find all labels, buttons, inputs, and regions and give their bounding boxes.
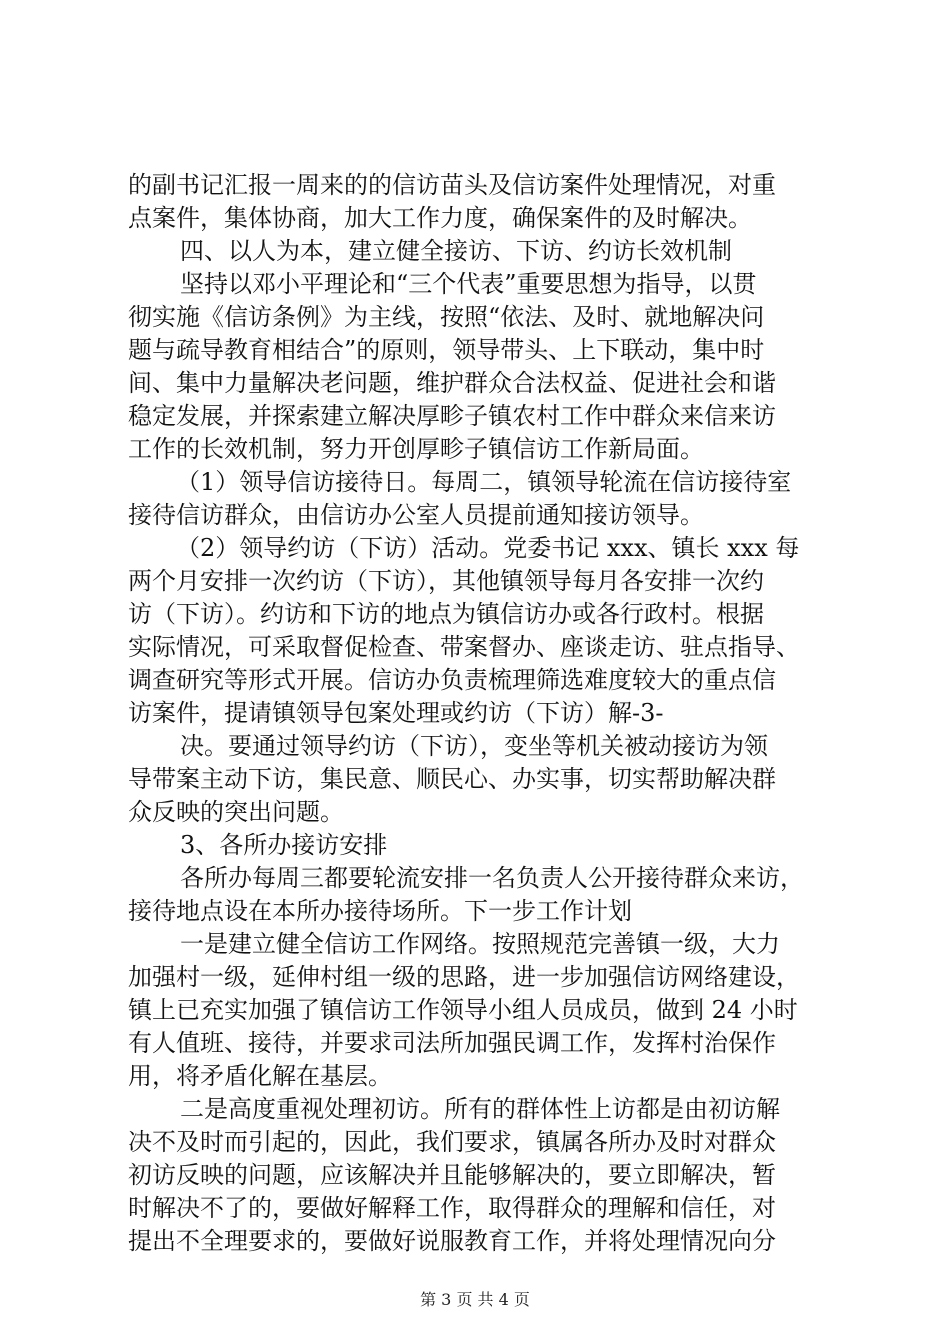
text-line: 的副书记汇报一周来的的信访苗头及信访案件处理情况，对重 xyxy=(128,171,776,199)
text-line: 初访反映的问题，应该解决并且能够解决的，要立即解决，暂 xyxy=(128,1161,776,1189)
section-heading: 3、各所办接访安排 xyxy=(180,831,388,859)
text-line: 工作的长效机制，努力开创厚畛子镇信访工作新局面。 xyxy=(128,435,704,463)
text-line: 彻实施《信访条例》为主线，按照“依法、及时、就地解决问 xyxy=(128,303,765,331)
text-line: 决。要通过领导约访（下访），变坐等机关被动接访为领 xyxy=(180,732,768,760)
text-line: 加强村一级，延伸村组一级的思路，进一步加强信访网络建设， xyxy=(128,963,800,991)
text-line: 各所办每周三都要轮流安排一名负责人公开接待群众来访， xyxy=(180,864,804,892)
text-line: 决不及时而引起的，因此，我们要求，镇属各所办及时对群众 xyxy=(128,1128,776,1156)
text-line: 接待信访群众，由信访办公室人员提前通知接访领导。 xyxy=(128,501,704,529)
text-line: 题与疏导教育相结合”的原则，领导带头、上下联动，集中时 xyxy=(128,336,765,364)
text-line: 众反映的突出问题。 xyxy=(128,798,344,826)
text-line: 间、集中力量解决老问题，维护群众合法权益、促进社会和谐 xyxy=(128,369,776,397)
text-line: 实际情况，可采取督促检查、带案督办、座谈走访、驻点指导、 xyxy=(128,633,800,661)
text-line: 一是建立健全信访工作网络。按照规范完善镇一级，大力 xyxy=(180,930,780,958)
document-body xyxy=(128,169,828,1258)
text-line: 镇上已充实加强了镇信访工作领导小组人员成员，做到 24 小时 xyxy=(128,996,798,1024)
text-line: 点案件，集体协商，加大工作力度，确保案件的及时解决。 xyxy=(128,204,752,232)
text-line: 稳定发展，并探索建立解决厚畛子镇农村工作中群众来信来访 xyxy=(128,402,776,430)
text-line: 访案件，提请镇领导包案处理或约访（下访）解-3- xyxy=(128,699,664,727)
text-line: 时解决不了的，要做好解释工作，取得群众的理解和信任，对 xyxy=(128,1194,776,1222)
text-line: 用，将矛盾化解在基层。 xyxy=(128,1062,392,1090)
text-line: 坚持以邓小平理论和“三个代表”重要思想为指导，以贯 xyxy=(180,270,757,298)
text-line: 有人值班、接待，并要求司法所加强民调工作，发挥村治保作 xyxy=(128,1029,776,1057)
text-line: 二是高度重视处理初访。所有的群体性上访都是由初访解 xyxy=(180,1095,780,1123)
text-line: 导带案主动下访，集民意、顺民心、办实事，切实帮助解决群 xyxy=(128,765,776,793)
text-line: 访（下访）。约访和下访的地点为镇信访办或各行政村。根据 xyxy=(128,600,764,628)
text-line: 接待地点设在本所办接待场所。下一步工作计划 xyxy=(128,897,632,925)
text-line: 调查研究等形式开展。信访办负责梳理筛选难度较大的重点信 xyxy=(128,666,776,694)
section-heading: 四、以人为本，建立健全接访、下访、约访长效机制 xyxy=(180,237,732,265)
text-line: 提出不全理要求的，要做好说服教育工作，并将处理情况向分 xyxy=(128,1227,776,1255)
text-line: （2）领导约访（下访）活动。党委书记 xxx、镇长 xxx 每 xyxy=(176,534,800,562)
page-footer: 第 3 页 共 4 页 xyxy=(420,1290,530,1309)
text-line: 两个月安排一次约访（下访），其他镇领导每月各安排一次约 xyxy=(128,567,764,595)
text-line: （1）领导信访接待日。每周二，镇领导轮流在信访接待室 xyxy=(176,468,792,496)
